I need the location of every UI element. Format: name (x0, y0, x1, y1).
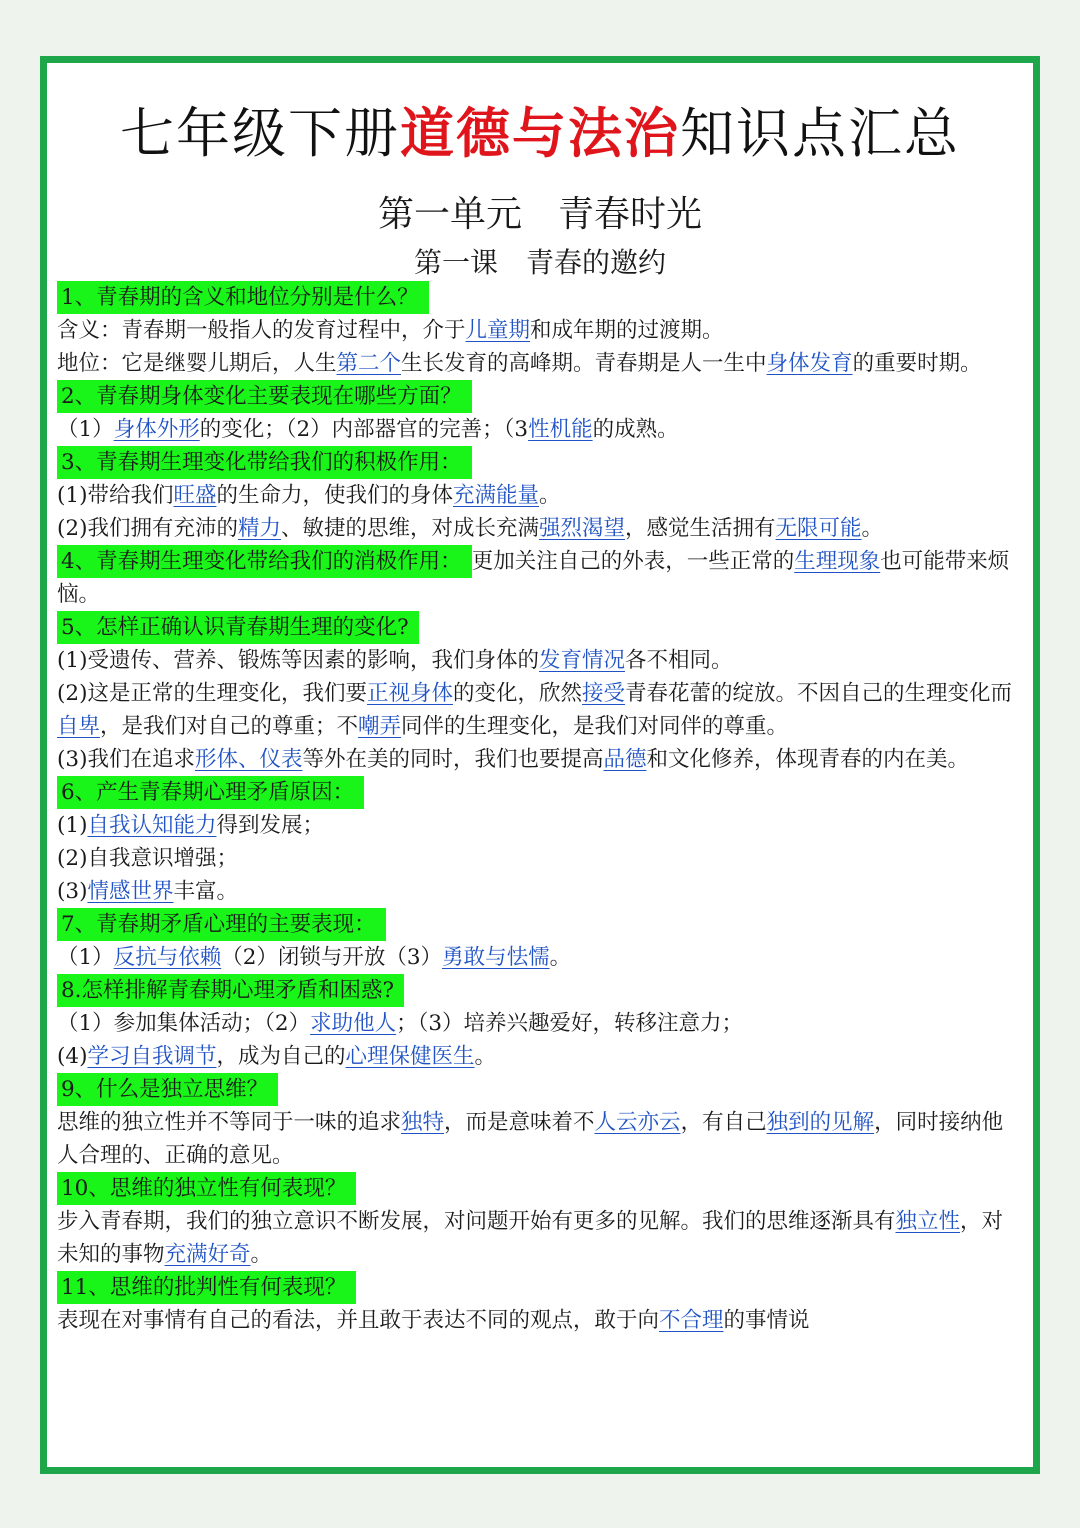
text-run: 的变化；（2）内部器官的完善；（3 (199, 417, 529, 442)
keyword: 情感世界 (87, 879, 174, 904)
keyword: 儿童期 (465, 318, 531, 343)
paragraph (57, 1007, 1019, 1040)
text-run: ，成为自己的 (216, 1044, 346, 1069)
paragraph (57, 1205, 1019, 1271)
text-run: 生长发育的高峰期。青春期是人一生中 (401, 351, 767, 376)
keyword: 身体外形 (113, 417, 200, 442)
question-heading: 1、青春期的含义和地位分别是什么？ (57, 281, 429, 314)
question-line (57, 1172, 1019, 1205)
content (57, 281, 1019, 1337)
text-run: ，感觉生活拥有 (625, 516, 776, 541)
question-line (57, 776, 1019, 809)
keyword: 人云亦云 (594, 1110, 681, 1135)
keyword: 独立性 (895, 1209, 961, 1234)
text-run: （1） (57, 417, 114, 442)
question-line (57, 380, 1019, 413)
keyword: 品德 (603, 747, 647, 772)
text-run: 更加关注自己的外表，一些正常的 (471, 549, 795, 574)
paragraph (57, 479, 1019, 512)
text-run: (2)自我意识增强； (57, 846, 238, 871)
text-run: 地位：它是继婴儿期后，人生 (57, 351, 337, 376)
text-run: （1） (57, 945, 114, 970)
title-part: 知识点汇总 (680, 102, 960, 165)
paragraph (57, 875, 1019, 908)
text-run: ，对未知的事物 (57, 1209, 1004, 1267)
keyword: 自我认知能力 (87, 813, 217, 838)
paragraph (57, 1040, 1019, 1073)
keyword: 旺盛 (173, 483, 217, 508)
question-heading: 4、青春期生理变化带给我们的消极作用： (57, 545, 472, 578)
keyword: 勇敢与怯懦 (442, 945, 550, 970)
paragraph (57, 545, 1019, 611)
text-run: (1)带给我们 (57, 483, 174, 508)
keyword: 正视身体 (366, 681, 453, 706)
text-run: 等外在美的同时，我们也要提高 (302, 747, 604, 772)
text-run: ，而是意味着不 (444, 1110, 595, 1135)
text-run: 各不相同。 (624, 648, 733, 673)
question-line (57, 974, 1019, 1007)
text-run: 。 (250, 1242, 273, 1267)
paragraph (57, 347, 1019, 380)
question-heading: 2、青春期身体变化主要表现在哪些方面？ (57, 380, 472, 413)
question-line (57, 281, 1019, 314)
text-run: 思维的独立性并不等同于一味的追求 (57, 1110, 402, 1135)
text-run: （1）参加集体活动；（2） (57, 1011, 311, 1036)
keyword: 身体发育 (766, 351, 853, 376)
keyword: 独特 (401, 1110, 445, 1135)
text-run: (3) (57, 879, 88, 904)
title-subject: 道德与法治 (400, 101, 680, 165)
text-run: (1)受遗传、营养、锻炼等因素的影响，我们身体的 (57, 648, 539, 673)
text-run: 得到发展； (216, 813, 324, 838)
keyword: 不合理 (659, 1308, 724, 1333)
text-run: ，是我们对自己的尊重；不 (100, 714, 359, 739)
keyword: 反抗与依赖 (113, 945, 222, 970)
question-heading: 9、什么是独立思维？ (57, 1073, 278, 1106)
paragraph (57, 413, 1019, 446)
question-heading: 5、怎样正确认识青春期生理的变化? (57, 611, 419, 644)
text-run: 的事情说 (723, 1308, 810, 1333)
question-heading: 6、产生青春期心理矛盾原因： (57, 776, 364, 809)
text-run: 。 (539, 483, 561, 508)
keyword: 第二个 (336, 351, 402, 376)
question-heading: 10、思维的独立性有何表现？ (57, 1172, 356, 1205)
paragraph (57, 1304, 1019, 1337)
keyword: 心理保健医生 (345, 1044, 475, 1069)
question-line (57, 611, 1019, 644)
keyword: 发育情况 (538, 648, 625, 673)
keyword: 独到的见解 (766, 1110, 875, 1135)
paragraph (57, 842, 1019, 875)
keyword: 充满好奇 (164, 1242, 251, 1267)
question-line (57, 1271, 1019, 1304)
text-run: 含义：青春期一般指人的发育过程中，介于 (57, 318, 466, 343)
text-run: 和文化修养，体现青春的内在美。 (646, 747, 970, 772)
keyword: 无限可能 (775, 516, 862, 541)
text-run: 、敏捷的思维，对成长充满 (280, 516, 539, 541)
text-run: 丰富。 (173, 879, 238, 904)
text-run: (2)这是正常的生理变化，我们要 (57, 681, 367, 706)
keyword: 精力 (237, 516, 281, 541)
text-run: 的重要时期。 (852, 351, 982, 376)
text-run: (3)我们在追求 (57, 747, 195, 772)
paragraph (57, 809, 1019, 842)
keyword: 强烈渴望 (539, 516, 626, 541)
question-heading: 3、青春期生理变化带给我们的积极作用： (57, 446, 472, 479)
question-line (57, 1073, 1019, 1106)
text-run: （2）闭锁与开放（3） (221, 945, 443, 970)
text-run: (1) (57, 813, 88, 838)
text-run: 的成熟。 (592, 417, 679, 442)
text-run: ；（3）培养兴趣爱好，转移注意力； (396, 1011, 744, 1036)
keyword: 接受 (582, 681, 626, 706)
unit-heading: 第一单元 青春时光 (377, 194, 702, 235)
text-run: 青春花蕾的绽放。不因自己的生理变化而 (625, 681, 1013, 706)
paragraph (57, 314, 1019, 347)
text-run: 。 (549, 945, 572, 970)
text-run: 同伴的生理变化，是我们对同伴的尊重。 (401, 714, 789, 739)
text-run: 的变化，欣然 (452, 681, 582, 706)
question-heading: 8.怎样排解青春期心理矛盾和困惑? (57, 974, 404, 1007)
lesson-heading: 第一课 青春的邀约 (413, 246, 666, 279)
paragraph (57, 644, 1019, 677)
question-line (57, 908, 1019, 941)
keyword: 性机能 (528, 417, 593, 442)
keyword: 生理现象 (794, 549, 881, 574)
paragraph (57, 677, 1019, 743)
question-heading: 11、思维的批判性有何表现？ (57, 1271, 356, 1304)
text-run: 表现在对事情有自己的看法，并且敢于表达不同的观点，敢于向 (57, 1308, 660, 1333)
question-heading: 7、青春期矛盾心理的主要表现： (57, 908, 386, 941)
keyword: 学习自我调节 (87, 1044, 217, 1069)
text-run: 。 (474, 1044, 497, 1069)
text-run: (2)我们拥有充沛的 (57, 516, 238, 541)
keyword: 嘲弄 (358, 714, 402, 739)
keyword: 求助他人 (310, 1011, 397, 1036)
text-run: 也可能带来烦恼。 (57, 549, 1010, 607)
title-part: 七年级下册 (120, 102, 400, 165)
page-title (47, 97, 1033, 170)
text-run: (4) (57, 1044, 88, 1069)
paragraph (57, 512, 1019, 545)
paragraph (57, 941, 1019, 974)
text-run: 步入青春期，我们的独立意识不断发展，对问题开始有更多的见解。我们的思维逐渐具有 (57, 1209, 896, 1234)
text-run: ，有自己 (680, 1110, 767, 1135)
text-run: 和成年期的过渡期。 (530, 318, 724, 343)
text-run: 。 (861, 516, 884, 541)
text-run: 的生命力，使我们的身体 (216, 483, 453, 508)
keyword: 充满能量 (453, 483, 540, 508)
text-run: ，同时接纳他人合理的、正确的意见。 (57, 1110, 1004, 1168)
paragraph (57, 743, 1019, 776)
page-frame (40, 56, 1040, 1474)
paragraph (57, 1106, 1019, 1172)
question-line (57, 446, 1019, 479)
keyword: 形体、仪表 (194, 747, 303, 772)
keyword: 自卑 (57, 714, 101, 739)
